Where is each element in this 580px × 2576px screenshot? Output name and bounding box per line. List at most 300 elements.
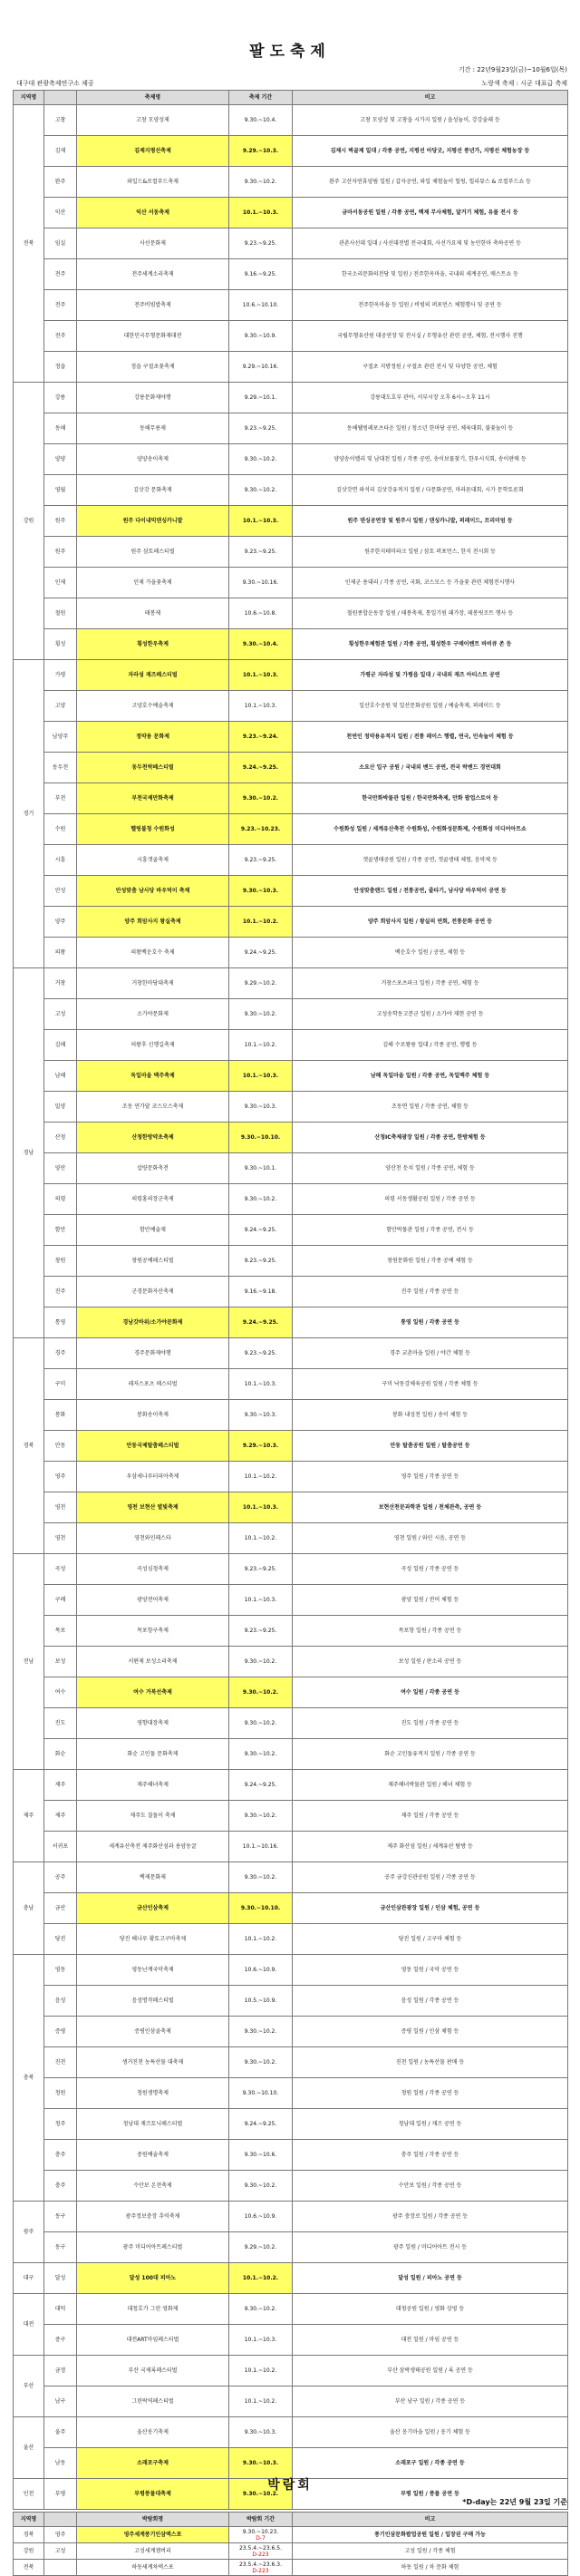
expo-period-cell (229, 2527, 293, 2543)
note-cell: 제주 일원 / 각종 공연 등 (293, 1801, 568, 1832)
header-city (44, 91, 77, 105)
city-cell: 안성 (44, 876, 77, 907)
city-cell: 남구 (44, 2386, 77, 2417)
city-cell: 금정 (44, 2356, 77, 2386)
city-cell: 여수 (44, 1677, 77, 1708)
table-row (14, 1215, 568, 1246)
table-row (14, 506, 568, 537)
festival-name-cell: 수안보 온천축제 (77, 2171, 229, 2202)
note-cell: 거창스포츠파크 일원 / 각종 공연, 체험 등 (293, 968, 568, 999)
festival-name-cell: 청원생명축제 (77, 2078, 229, 2109)
note-cell: 곡성 일원 / 각종 공연 등 (293, 1554, 568, 1585)
festival-period-cell: 9.29.~10.3. (229, 1431, 293, 1462)
note-cell: 의령 서동생활공원 일원 / 각종 공연 등 (293, 1184, 568, 1215)
note-cell: 청남대 일원 / 재즈 공연 등 (293, 2109, 568, 2140)
expo-table (13, 2512, 568, 2576)
festival-period-cell: 9.23.~9.25. (229, 537, 293, 568)
table-row (14, 1462, 568, 1492)
table-row (14, 1369, 568, 1400)
note-cell: 원주 댄싱공연장 및 원주시 일원 / 댄싱카니발, 퍼레이드, 프리미엄 등 (293, 506, 568, 537)
festival-name-cell: 달성 100대 피아노 (77, 2263, 229, 2294)
table-row (14, 938, 568, 968)
city-cell: 증평 (44, 2017, 77, 2047)
note-cell: 진주 일원 / 각종 공연 등 (293, 1277, 568, 1307)
city-cell: 영천 (44, 1492, 77, 1523)
table-row (14, 1616, 568, 1647)
note-cell: 대전 일원 / 마임 공연 등 (293, 2325, 568, 2356)
table-row (14, 1924, 568, 1955)
festival-name-cell: 목포항구축제 (77, 1616, 229, 1647)
table-row (14, 1123, 568, 1153)
note-cell: 제주 화산섬 일원 / 세계유산 탐방 등 (293, 1832, 568, 1862)
expo-region-cell: 강원 (14, 2543, 44, 2560)
festival-period-cell: 9.23.~9.24. (229, 722, 293, 753)
note-cell: 공주 금강신관공원 일원 / 각종 공연 등 (293, 1862, 568, 1893)
festival-name-cell: 거창한마당대축제 (77, 968, 229, 999)
table-row (14, 1862, 568, 1893)
region-cell: 대구 (14, 2263, 44, 2294)
note-cell: 부산 남구 일원 / 각종 공연 등 (293, 2386, 568, 2417)
table-row (14, 1338, 568, 1369)
table-row (14, 321, 568, 352)
festival-name-cell: 영천와인페스타 (77, 1523, 229, 1554)
note-cell: 창원문화원 일원 / 각종 공예 체험 등 (293, 1246, 568, 1277)
city-cell: 전주 (44, 290, 77, 321)
city-cell: 남동 (44, 2448, 77, 2479)
note-cell: 수원화성 일원 / 세계유산축전 수원화성, 수원화성문화제, 수원화성 미디어아트쇼 (293, 814, 568, 845)
table-row (14, 2325, 568, 2356)
festival-period-cell: 9.24.~9.25. (229, 1307, 293, 1338)
festival-period-cell: 9.16.~9.25. (229, 259, 293, 290)
region-cell: 경북 (14, 1338, 44, 1554)
table-row (14, 1739, 568, 1770)
table-row (14, 1554, 568, 1585)
table-row (14, 783, 568, 814)
note-cell: 동해웰빙레포츠타운 일원 / 청소년 한마당 공연, 체육대회, 불꽃놀이 등 (293, 413, 568, 444)
city-cell: 구미 (44, 1369, 77, 1400)
note-cell: 통영 일원 / 각종 공연 등 (293, 1307, 568, 1338)
festival-name-cell: 조동 연가달 코스모스축제 (77, 1092, 229, 1123)
festival-period-cell: 9.30.~10.2. (229, 783, 293, 814)
note-cell: 안동 탈춤공원 일원 / 탈춤공연 등 (293, 1431, 568, 1462)
festival-period-cell: 10.1.~10.3. (229, 1492, 293, 1523)
region-cell: 전북 (14, 105, 44, 383)
note-cell: 전주한옥마을 등 일원 / 비빔의 퍼포먼스 체험행사 및 공연 등 (293, 290, 568, 321)
festival-name-cell: 원주 삼토페스티벌 (77, 537, 229, 568)
note-cell: 광주 충장로 일원 / 각종 공연 등 (293, 2202, 568, 2232)
festival-period-cell: 10.6.~10.8. (229, 598, 293, 629)
table-row (14, 413, 568, 444)
festival-period-cell: 9.23.~9.25. (229, 228, 293, 259)
city-cell: 울주 (44, 2417, 77, 2448)
city-cell: 원주 (44, 537, 77, 568)
festival-period-cell: 10.1.~10.2. (229, 1924, 293, 1955)
city-cell: 횡성 (44, 629, 77, 660)
festival-period-cell: 9.30.~10.2. (229, 444, 293, 475)
note-cell: 김해 수로왕릉 일대 / 각종 공연, 행렬 등 (293, 1030, 568, 1061)
festival-name-cell: 태봉제 (77, 598, 229, 629)
city-cell: 김제 (44, 136, 77, 167)
expo-header-row (14, 2513, 568, 2527)
table-row (14, 629, 568, 660)
table-row (14, 2202, 568, 2232)
note-cell: 여수 일원 / 각종 공연 등 (293, 1677, 568, 1708)
festival-period-cell: 9.30.~10.2. (229, 1708, 293, 1739)
festival-name-cell: 대청호가 그린 영화제 (77, 2294, 229, 2325)
note-cell: 남해 독일마을 일원 / 각종 공연, 독일맥주 체험 등 (293, 1061, 568, 1092)
table-row (14, 383, 568, 413)
festival-name-cell: 여수 거북선축제 (77, 1677, 229, 1708)
note-cell: 조동면 일원 / 각종 공연, 체험 등 (293, 1092, 568, 1123)
dday-note: *D-day는 22년 9월 23일 기준 (462, 2498, 567, 2506)
festival-period-cell: 9.30.~10.16. (229, 568, 293, 598)
table-row (14, 753, 568, 783)
city-cell: 김해 (44, 1030, 77, 1061)
note-cell: 영동 일원 / 국악 공연 등 (293, 1955, 568, 1986)
festival-period-cell: 9.30.~10.2. (229, 1647, 293, 1677)
festival-name-cell: 독일마을 맥주축제 (77, 1061, 229, 1092)
city-cell: 밀양 (44, 1092, 77, 1123)
festival-period-cell: 9.30.~10.3. (229, 2448, 293, 2479)
festival-name-cell: 부평풍물대축제 (77, 2479, 229, 2510)
festival-name-cell: 의령홍의장군축제 (77, 1184, 229, 1215)
festival-period-cell: 9.29.~10.1. (229, 383, 293, 413)
festival-period-cell: 9.30.~10.10. (229, 2078, 293, 2109)
festival-period-cell: 9.24.~9.25. (229, 2109, 293, 2140)
note-cell: 양주 희암사지 일원 / 왕실의 연회, 전통문화 공연 등 (293, 907, 568, 938)
festival-name-cell: 안성맞춤 남사당 바우덕이 축제 (77, 876, 229, 907)
festival-period-cell: 9.30.~10.2. (229, 1801, 293, 1832)
festival-name-cell: 원주 다이내믹댄싱카니발 (77, 506, 229, 537)
city-cell: 동구 (44, 2202, 77, 2232)
festival-name-cell: 고양호수예술축제 (77, 691, 229, 722)
festival-name-cell: 청남대 재즈토닉페스티벌 (77, 2109, 229, 2140)
table-row (14, 228, 568, 259)
festival-period-cell: 10.6.~10.9. (229, 2202, 293, 2232)
city-cell: 서귀포 (44, 1832, 77, 1862)
table-row (14, 198, 568, 228)
festival-period-cell: 10.1.~10.2. (229, 1523, 293, 1554)
festival-name-cell: 백제문화제 (77, 1862, 229, 1893)
region-cell: 전남 (14, 1554, 44, 1770)
expo-region-cell: 전북 (14, 2560, 44, 2576)
festival-period-cell: 9.30.~10.2. (229, 475, 293, 506)
note-cell: 진천 일원 / 농특산물 판매 등 (293, 2047, 568, 2078)
region-cell: 부산 (14, 2356, 44, 2417)
festival-period-cell: 9.30.~10.3. (229, 1092, 293, 1123)
festival-name-cell: 생거진천 농특산물 대축제 (77, 2047, 229, 2078)
table-row (14, 1801, 568, 1832)
city-cell: 양주 (44, 907, 77, 938)
table-row (14, 1523, 568, 1554)
festival-period-cell: 10.1.~10.3. (229, 1061, 293, 1092)
table-row (14, 136, 568, 167)
festival-name-cell: 우삼세나루터피아축제 (77, 1462, 229, 1492)
city-cell: 남해 (44, 1061, 77, 1092)
table-row (14, 1585, 568, 1616)
city-cell: 산청 (44, 1123, 77, 1153)
city-cell: 원주 (44, 506, 77, 537)
city-cell: 의왕 (44, 938, 77, 968)
note-cell: 달성 일원 / 피아노 공연 등 (293, 2263, 568, 2294)
table-row (14, 2294, 568, 2325)
expo-header-note: 비고 (293, 2513, 568, 2527)
festival-period-cell: 9.23.~9.25. (229, 1246, 293, 1277)
note-cell: 백운호수 일원 / 공연, 체험 등 (293, 938, 568, 968)
expo-period-cell (229, 2543, 293, 2560)
festival-period-cell: 9.23.~9.25. (229, 1554, 293, 1585)
table-row (14, 537, 568, 568)
festival-period-cell: 10.1.~10.2. (229, 2386, 293, 2417)
table-row (14, 1400, 568, 1431)
festival-period-cell: 9.30.~10.9. (229, 321, 293, 352)
table-row (14, 1246, 568, 1277)
city-cell: 고성 (44, 999, 77, 1030)
expo-row (14, 2527, 568, 2543)
city-cell: 진주 (44, 1277, 77, 1307)
note-cell: 영주 일원 / 각종 공연 등 (293, 1462, 568, 1492)
festival-name-cell: 제주도 칠돌이 축제 (77, 1801, 229, 1832)
festival-name-cell: 강릉문화재야행 (77, 383, 229, 413)
table-row (14, 1030, 568, 1061)
region-cell: 경기 (14, 660, 44, 968)
festival-period-cell: 9.16.~9.18. (229, 1277, 293, 1307)
festival-period-cell: 9.30.~10.2. (229, 2171, 293, 2202)
note-cell: 경주 교촌마을 일원 / 야간 체험 등 (293, 1338, 568, 1369)
note-cell: 가평군 자라섬 및 가평읍 일대 / 국내외 재즈 아티스트 공연 (293, 660, 568, 691)
festival-period-cell: 10.1.~10.3. (229, 506, 293, 537)
note-cell: 양양송이밸리 및 남대천 일원 / 각종 공연, 송이보물찾기, 한우시식회, 송이판매 등 (293, 444, 568, 475)
expo-dday: D-223 (252, 2567, 269, 2574)
note-cell: 국립무형유산원 대공연장 및 전시실 / 무형유산 관련 공연, 체험, 전시행사 진행 (293, 321, 568, 352)
festival-period-cell: 9.23.~9.25. (229, 413, 293, 444)
festival-name-cell: 당진 해나루 황토고구마축제 (77, 1924, 229, 1955)
expo-header-name: 박람회명 (77, 2513, 229, 2527)
city-cell: 인제 (44, 568, 77, 598)
festival-name-cell: 세계유산축전 제주화산섬과 용암동굴 (77, 1832, 229, 1862)
city-cell: 남양주 (44, 722, 77, 753)
city-cell: 고양 (44, 691, 77, 722)
table-row (14, 352, 568, 383)
note-cell: 강릉대도호부 관아, 서부시장 오후 6시~오후 11시 (293, 383, 568, 413)
header-festival-period: 축제 기간 (229, 91, 293, 105)
expo-name-cell: 하동세계차엑스포 (77, 2560, 229, 2576)
city-cell: 중구 (44, 2325, 77, 2356)
expo-name-cell: 영주세계풍기인삼엑스포 (77, 2527, 229, 2543)
table-row (14, 1832, 568, 1862)
table-row (14, 2140, 568, 2171)
table-row (14, 290, 568, 321)
table-row (14, 2232, 568, 2263)
festival-period-cell: 10.1.~10.3. (229, 660, 293, 691)
table-row (14, 1647, 568, 1677)
note-cell: 진도 일원 / 각종 공연 등 (293, 1708, 568, 1739)
festival-period-cell: 9.30.~10.2. (229, 1862, 293, 1893)
festival-name-cell: 광주 미디어아트페스티벌 (77, 2232, 229, 2263)
city-cell: 곡성 (44, 1554, 77, 1585)
expo-city-cell: 영주 (44, 2527, 77, 2543)
expo-note-cell: 고성 일원 / 각종 체험 (293, 2543, 568, 2560)
table-row (14, 167, 568, 198)
festival-name-cell: 전주세계소리축제 (77, 259, 229, 290)
festival-name-cell: 영동난계국악축제 (77, 1955, 229, 1986)
festival-period-cell: 9.30.~10.2. (229, 167, 293, 198)
festival-period-cell: 10.1.~10.3. (229, 1369, 293, 1400)
festival-period-cell: 9.23.~9.25. (229, 1338, 293, 1369)
expo-header-city (44, 2513, 77, 2527)
note-cell: 함안박물관 일원 / 각종 공연, 전시 등 (293, 1215, 568, 1246)
city-cell: 시흥 (44, 845, 77, 876)
table-row (14, 691, 568, 722)
city-cell: 철원 (44, 598, 77, 629)
festival-period-cell: 9.23.~9.25. (229, 845, 293, 876)
city-cell: 목포 (44, 1616, 77, 1647)
festival-period-cell: 10.1.~10.16. (229, 1832, 293, 1862)
festival-name-cell: 허왕후 신행길축제 (77, 1030, 229, 1061)
note-cell: 소래포구 일원 / 각종 공연 등 (293, 2448, 568, 2479)
note-cell: 부평 일원 / 풍물 공연 등 (293, 2479, 568, 2510)
note-cell: 소요산 입구 공원 / 국내외 밴드 공연, 전국 락밴드 경연대회 (293, 753, 568, 783)
festival-period-cell: 10.6.~10.9. (229, 1955, 293, 1986)
table-row (14, 1307, 568, 1338)
festival-table (13, 90, 568, 2510)
note-cell: 일산호수공원 및 일산문화공원 일원 / 예술축제, 퍼레이드 등 (293, 691, 568, 722)
table-row (14, 814, 568, 845)
expo-note-cell: 풍기인삼문화팝업공원 일원 / 입장권 구매 가능 (293, 2527, 568, 2543)
city-cell: 영동 (44, 1955, 77, 1986)
festival-name-cell: 봉화송이축제 (77, 1400, 229, 1431)
table-row (14, 1153, 568, 1184)
festival-name-cell: 양양송이축제 (77, 444, 229, 475)
festival-name-cell: 삽량문화축전 (77, 1153, 229, 1184)
festival-name-cell: 소가야문화제 (77, 999, 229, 1030)
table-row (14, 1677, 568, 1708)
table-row (14, 475, 568, 506)
city-cell: 음성 (44, 1986, 77, 2017)
header-note: 비고 (293, 91, 568, 105)
festival-period-cell: 9.30.~10.4. (229, 629, 293, 660)
note-cell: 증평 일원 / 인삼 체험 등 (293, 2017, 568, 2047)
table-row (14, 1708, 568, 1739)
festival-period-cell: 9.29.~10.2. (229, 968, 293, 999)
header-festival-name: 축제명 (77, 91, 229, 105)
city-cell: 부천 (44, 783, 77, 814)
table-row (14, 1492, 568, 1523)
region-cell: 충남 (14, 1862, 44, 1955)
city-cell: 양양 (44, 444, 77, 475)
festival-name-cell: 영천 보현산 별빛축제 (77, 1492, 229, 1523)
table-row (14, 1061, 568, 1092)
festival-name-cell: 레저스포츠 페스티벌 (77, 1369, 229, 1400)
festival-name-cell: 고창 모양성제 (77, 105, 229, 136)
festival-name-cell: 경주문화재야행 (77, 1338, 229, 1369)
festival-period-cell: 9.30.~10.3. (229, 1400, 293, 1431)
festival-name-cell: 시흥갯골축제 (77, 845, 229, 876)
city-cell: 고창 (44, 105, 77, 136)
note-cell: 갯골생태공원 일원 / 각종 공연, 갯골생태 체험, 음악제 등 (293, 845, 568, 876)
expo-period: 23.5.4.~23.6.5. (238, 2544, 282, 2552)
festival-name-cell: 김삿갓 문화축제 (77, 475, 229, 506)
table-row (14, 1893, 568, 1924)
region-cell: 광주 (14, 2202, 44, 2263)
festival-period-cell: 10.1.~10.3. (229, 691, 293, 722)
expo-city-cell: 고성 (44, 2543, 77, 2560)
note-cell: 안성맞춤랜드 일원 / 전통공연, 줄타기, 남사당 바우덕이 공연 등 (293, 876, 568, 907)
festival-name-cell: 함안예술제 (77, 1215, 229, 1246)
festival-period-cell: 9.23.~9.25. (229, 1616, 293, 1647)
table-row (14, 845, 568, 876)
table-row (14, 2078, 568, 2109)
city-cell: 구례 (44, 1585, 77, 1616)
expo-region-cell: 경북 (14, 2527, 44, 2543)
festival-period-cell: 9.30.~10.2. (229, 1184, 293, 1215)
note-cell: 영천 일원 / 와인 시음, 공연 등 (293, 1523, 568, 1554)
table-row (14, 2171, 568, 2202)
festival-period-cell: 9.30.~10.4. (229, 105, 293, 136)
note-cell: 금산인삼관광장 일원 / 인삼 체험, 공연 등 (293, 1893, 568, 1924)
expo-period-cell (229, 2560, 293, 2576)
note-cell: 철원종합운동장 일원 / 태봉축제, 통일기원 패가장, 태봉릿조트 행사 등 (293, 598, 568, 629)
festival-name-cell: 부산 국제록페스티벌 (77, 2356, 229, 2386)
city-cell: 대덕 (44, 2294, 77, 2325)
festival-name-cell: 창원공예페스티벌 (77, 1246, 229, 1277)
festival-name-cell: 서편제 보성소리축제 (77, 1647, 229, 1677)
city-cell: 양산 (44, 1153, 77, 1184)
table-row (14, 999, 568, 1030)
festival-period-cell: 10.1.~10.2. (229, 2263, 293, 2294)
festival-name-cell: 화순 고인돌 문화축제 (77, 1739, 229, 1770)
expo-note-cell: 하동 일원 / 차 문화 체험 (293, 2560, 568, 2576)
note-cell: 보현산천문과학관 일원 / 천체관측, 공연 등 (293, 1492, 568, 1523)
expo-period: 23.5.4.~23.6.3. (238, 2561, 282, 2568)
expo-dday: D-7 (256, 2534, 266, 2542)
table-row (14, 968, 568, 999)
source-note: 대구대 관광축제연구소 제공 (16, 80, 94, 87)
table-row (14, 1277, 568, 1307)
festival-period-cell: 9.29.~10.2. (229, 2232, 293, 2263)
festival-name-cell: 산청한방약초축제 (77, 1123, 229, 1153)
note-cell: 인제군 용대리 / 각종 공연, 국화, 코스모스 등 가을꽃 관련 체험전시행사 (293, 568, 568, 598)
festival-period-cell: 10.1.~10.2. (229, 907, 293, 938)
table-row (14, 722, 568, 753)
note-cell: 화순 고인돌유적지 일원 / 각종 공연 등 (293, 1739, 568, 1770)
festival-name-cell: 사선문화제 (77, 228, 229, 259)
festival-period-cell: 10.1.~10.2. (229, 1462, 293, 1492)
festival-name-cell: 대전ART마임페스티벌 (77, 2325, 229, 2356)
festival-period-cell: 9.30.~10.6. (229, 2140, 293, 2171)
table-row (14, 1955, 568, 1986)
note-cell: 부산 삼락생태공원 일원 / 록 공연 등 (293, 2356, 568, 2386)
festival-name-cell: 대한민국무형문화재대전 (77, 321, 229, 352)
festival-period-cell: 9.30.~10.3. (229, 2417, 293, 2448)
festival-name-cell: 그린락역페스티벌 (77, 2386, 229, 2417)
city-cell: 진천 (44, 2047, 77, 2078)
city-cell: 보성 (44, 1647, 77, 1677)
city-cell: 영주 (44, 1462, 77, 1492)
festival-period-cell: 10.1.~10.3. (229, 198, 293, 228)
table-row (14, 2356, 568, 2386)
note-cell: 관촌사선대 일대 / 사선대전별 전국대회, 사선가요제 및 농민한마 축하공연 등 (293, 228, 568, 259)
city-cell: 임실 (44, 228, 77, 259)
city-cell: 화순 (44, 1739, 77, 1770)
note-cell: 김삿갓면 와석리 김삿갓유적지 일원 / 다문화공연, 마라톤대회, 시가 문학토론회 (293, 475, 568, 506)
table-row (14, 1092, 568, 1123)
festival-period-cell: 9.30.~10.1. (229, 1153, 293, 1184)
city-cell: 달성 (44, 2263, 77, 2294)
festival-name-cell: 음성명작페스티벌 (77, 1986, 229, 2017)
note-cell: 보성 일원 / 판소리 공연 등 (293, 1647, 568, 1677)
expo-dday: D-223 (252, 2551, 269, 2558)
